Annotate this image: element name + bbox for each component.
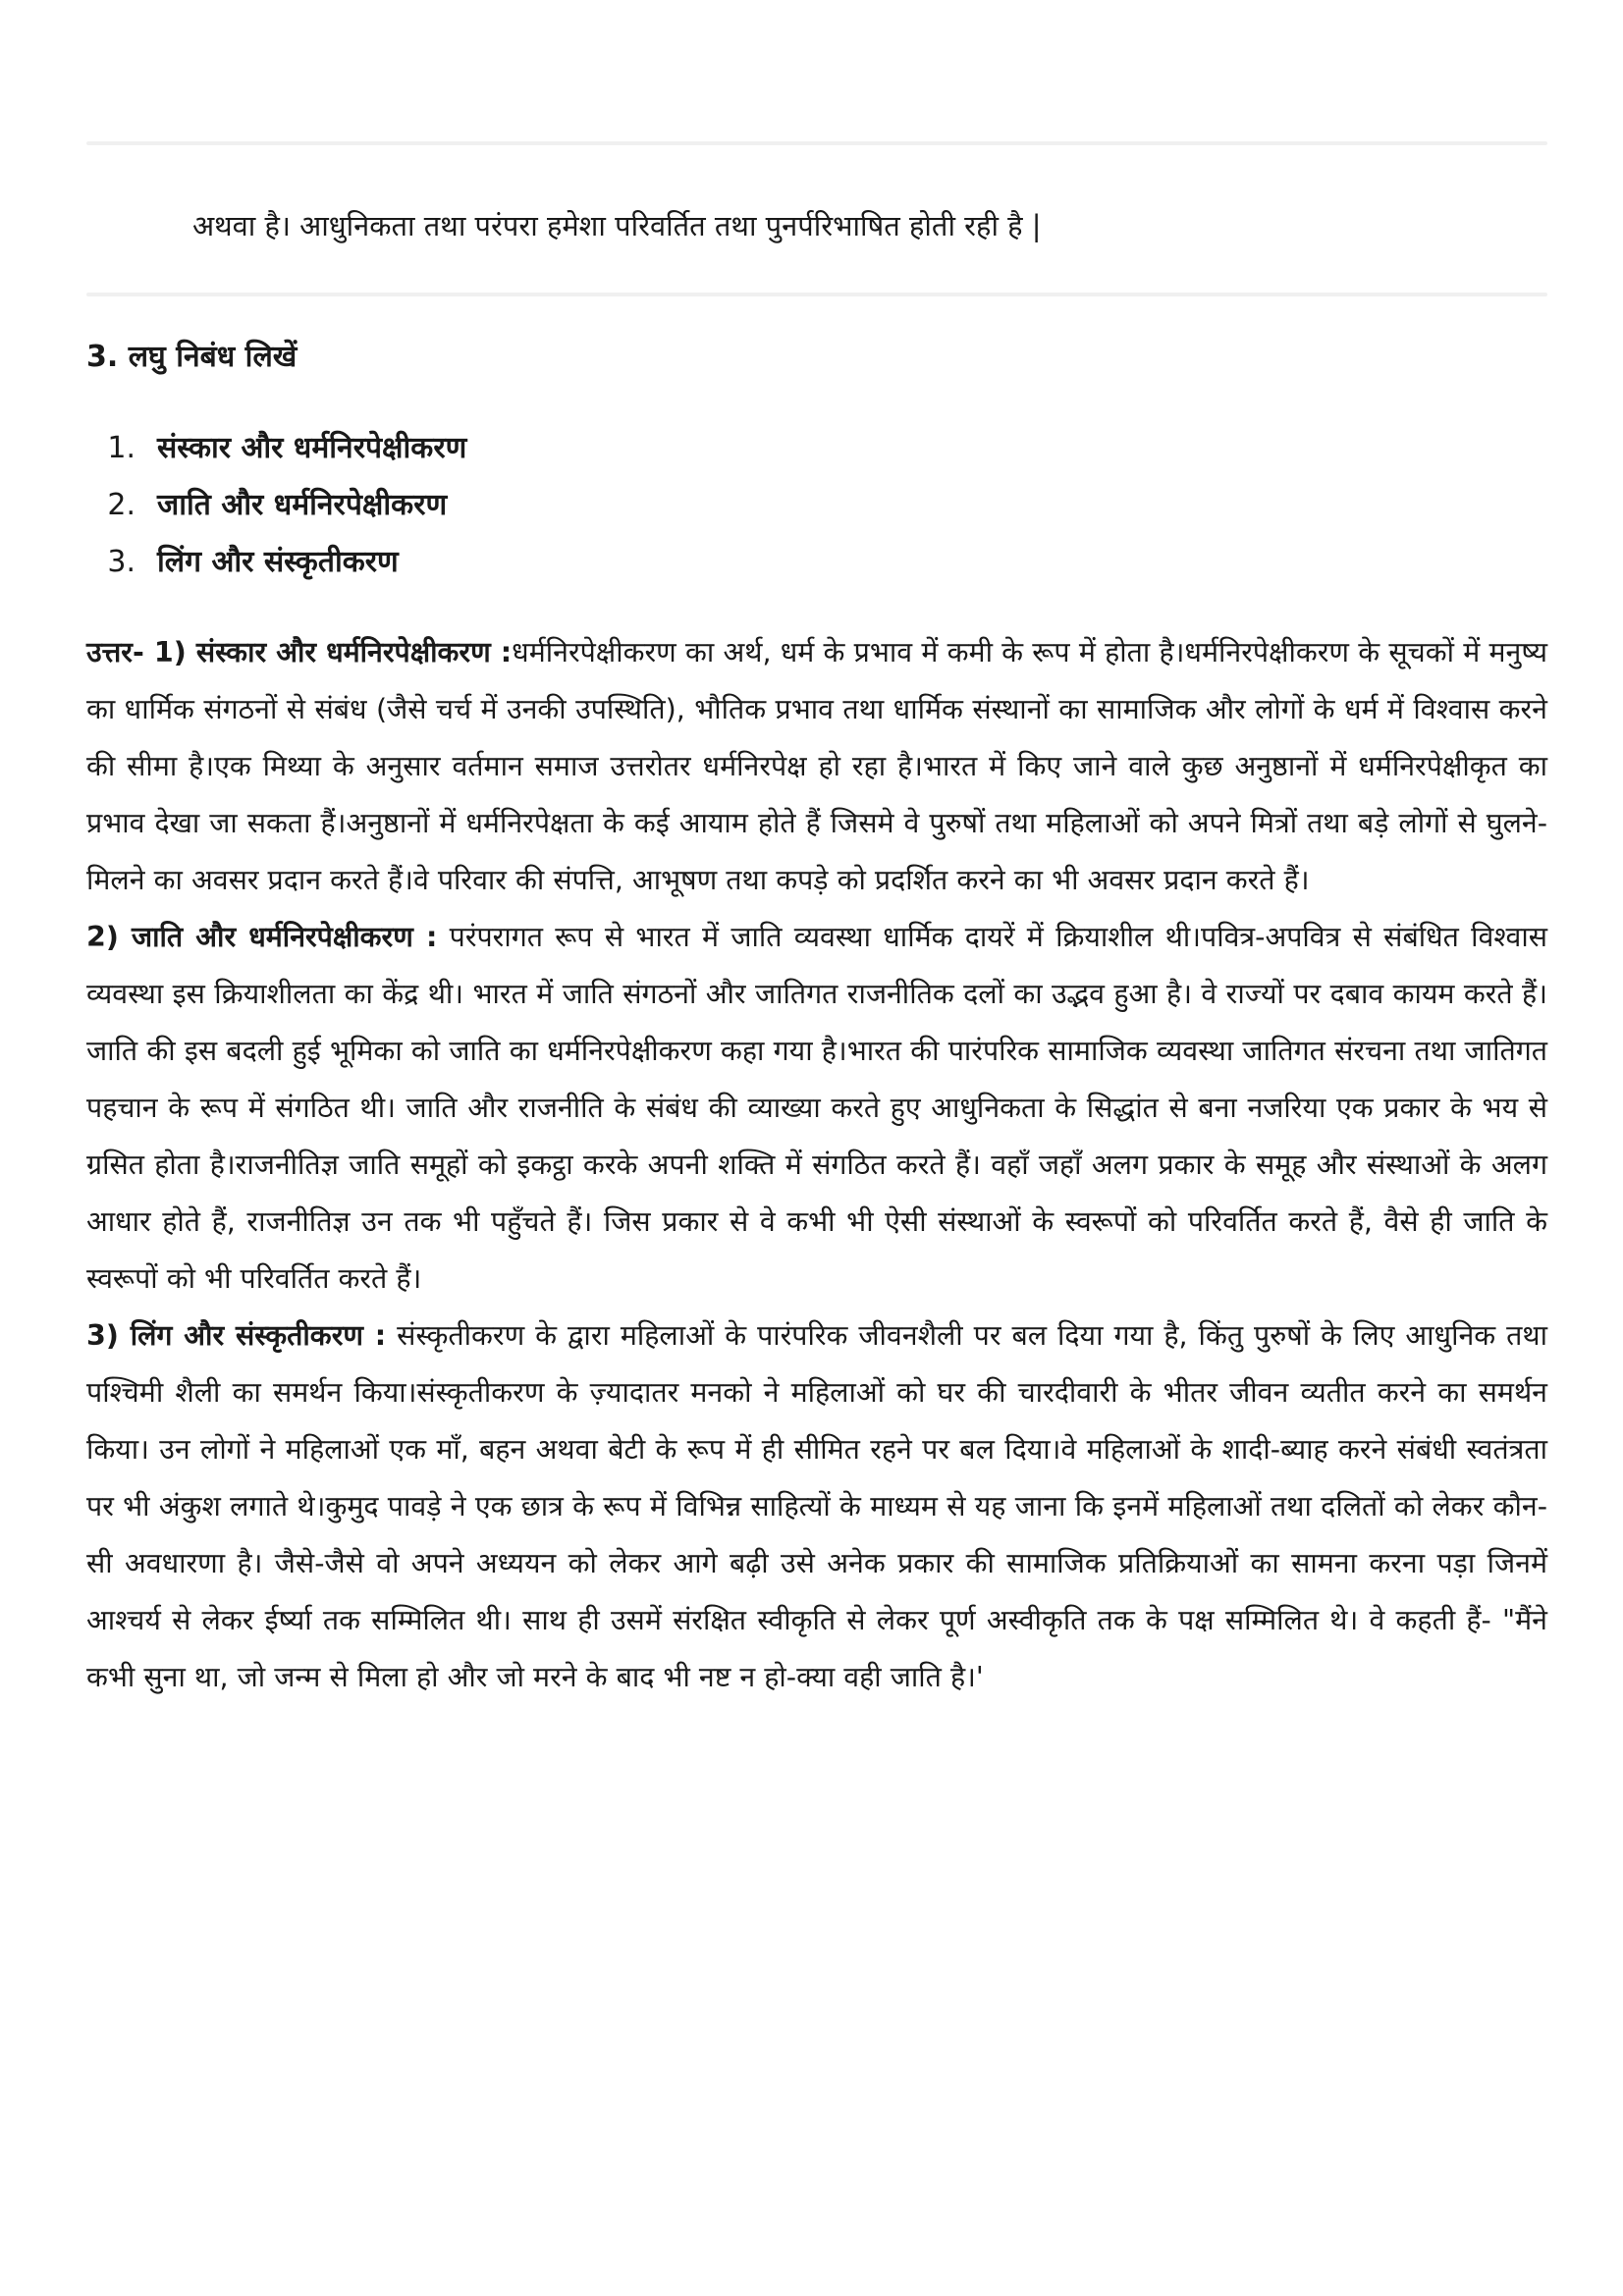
list-item-number: 1. <box>107 431 135 465</box>
list-item-label: संस्कार और धर्मनिरपेक्षीकरण <box>157 431 467 465</box>
answer-body: धर्मनिरपेक्षीकरण का अर्थ, धर्म के प्रभाव में कमी के रूप में होता है।धर्मनिरपेक्षीकरण के सूचकों में मनुष्य का धार्मिक संगठनों से संबंध (जैसे चर्च में उनकी उपस्थिति), भौतिक प्रभाव तथा धार्मिक संस्थानों का सामाजिक और लोगों के धर्म में विश्वास करने की सीमा है।एक मिथ्या के अनुसार वर्तमान समाज उत्तरोतर धर्मनिरपेक्ष हो रहा है।भारत में किए जाने वाले कुछ अनुष्ठानों में धर्मनिरपेक्षीकृत का प्रभाव देखा जा सकता हैं।अनुष्ठानों में धर्मनिरपेक्षता के कई आयाम होते हैं जिसमे वे पुरुषों तथा महिलाओं को अपने मित्रों तथा बड़े लोगों से घुलने-मिलने का अवसर प्रदान करते हैं।वे परिवार की संपत्ति, आभूषण तथा कपड़े को प्रदर्शित करने का भी अवसर प्रदान करते हैं। <box>86 636 1547 896</box>
list-item <box>86 420 466 477</box>
answer-paragraph <box>86 909 1547 1308</box>
top-divider <box>86 141 1547 145</box>
section-heading: 3. लघु निबंध लिखें <box>86 340 298 374</box>
list-item <box>86 477 466 534</box>
answer-paragraph <box>86 1308 1547 1706</box>
answer-body: परंपरागत रूप से भारत में जाति व्यवस्था धार्मिक दायरें में क्रियाशील थी।पवित्र-अपवित्र से संबंधित विश्वास व्यवस्था इस क्रियाशीलता का केंद्र थी। भारत में जाति संगठनों और जातिगत राजनीतिक दलों का उद्भव हुआ है। वे राज्यों पर दबाव कायम करते हैं।जाति की इस बदली हुई भूमिका को जाति का धर्मनिरपेक्षीकरण कहा गया है।भारत की पारंपरिक सामाजिक व्यवस्था जातिगत संरचना तथा जातिगत पहचान के रूप में संगठित थी। जाति और राजनीति के संबंध की व्याख्या करते हुए आधुनिकता के सिद्धांत से बना नजरिया एक प्रकार के भय से ग्रसित होता है।राजनीतिज्ञ जाति समूहों को इकट्ठा करके अपनी शक्ति में संगठित करते हैं। वहाँ जहाँ अलग प्रकार के समूह और संस्थाओं के अलग आधार होते हैं, राजनीतिज्ञ उन तक भी पहुँचते हैं। जिस प्रकार से वे कभी भी ऐसी संस्थाओं के स्वरूपों को परिवर्तित करते हैं, वैसे ही जाति के स्वरूपों को भी परिवर्तित करते हैं। <box>86 921 1547 1295</box>
answers-section <box>86 624 1547 1706</box>
list-item-label: लिंग और संस्कृतीकरण <box>157 545 399 579</box>
answer-paragraph <box>86 624 1547 909</box>
list-item <box>86 534 466 591</box>
answer-heading: उत्तर- 1) संस्कार और धर्मनिरपेक्षीकरण : <box>86 636 513 668</box>
list-item-number: 2. <box>107 488 135 522</box>
topic-list <box>86 420 466 591</box>
list-item-label: जाति और धर्मनिरपेक्षीकरण <box>157 488 448 522</box>
answer-body: संस्कृतीकरण के द्वारा महिलाओं के पारंपरिक जीवनशैली पर बल दिया गया है, किंतु पुरुषों के लिए आधुनिक तथा पश्चिमी शैली का समर्थन किया।संस्कृतीकरण के ज़्यादातर मनको ने महिलाओं को घर की चारदीवारी के भीतर जीवन व्यतीत करने का समर्थन किया। उन लोगों ने महिलाओं एक माँ, बहन अथवा बेटी के रूप में ही सीमित रहने पर बल दिया।वे महिलाओं के शादी-ब्याह करने संबंधी स्वतंत्रता पर भी अंकुश लगाते थे।कुमुद पावड़े ने एक छात्र के रूप में विभिन्न साहित्यों के माध्यम से यह जाना कि इनमें महिलाओं तथा दलितों को लेकर कौन-सी अवधारणा है। जैसे-जैसे वो अपने अध्ययन को लेकर आगे बढ़ी उसे अनेक प्रकार की सामाजिक प्रतिक्रियाओं का सामना करना पड़ा जिनमें आश्चर्य से लेकर ईर्ष्या तक सम्मिलित थी। साथ ही उसमें संरक्षित स्वीकृति से लेकर पूर्ण अस्वीकृति तक के पक्ष सम्मिलित थे। वे कहती हैं- "मैंने कभी सुना था, जो जन्म से मिला हो और जो मरने के बाद भी नष्ट न हो-क्या वही जाति है।' <box>86 1319 1547 1693</box>
continuation-paragraph: अथवा है। आधुनिकता तथा परंपरा हमेशा परिवर्तित तथा पुनर्परिभाषित होती रही है | <box>192 209 1042 242</box>
answer-heading: 2) जाति और धर्मनिरपेक्षीकरण : <box>86 921 438 953</box>
answer-heading: 3) लिंग और संस्कृतीकरण : <box>86 1319 387 1352</box>
section-divider <box>86 293 1547 296</box>
list-item-number: 3. <box>107 545 135 579</box>
